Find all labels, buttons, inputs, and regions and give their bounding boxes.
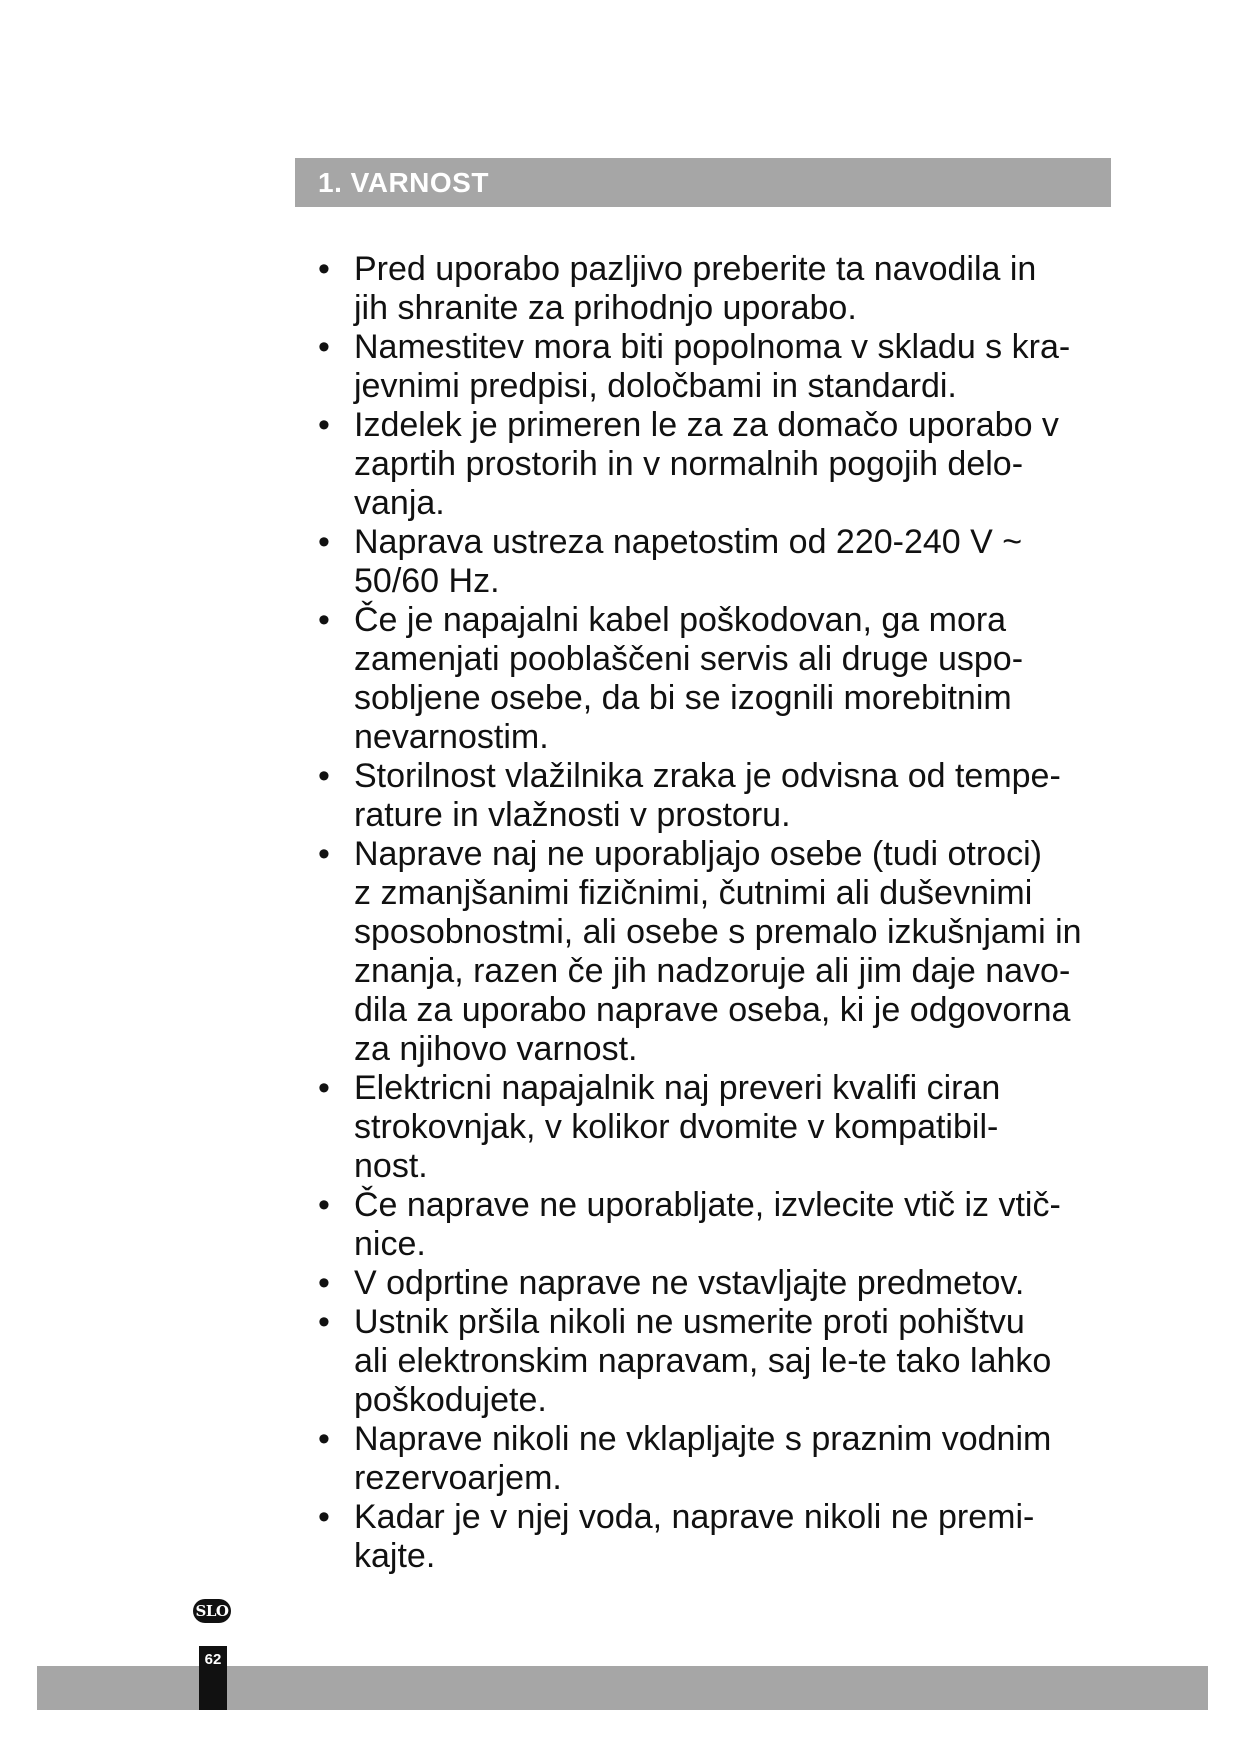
list-item-text: Naprave naj ne uporabljajo osebe (tudi otroci) z zmanjšanimi fizičnimi, čutnimi ali duševnimi sposobnostmi, ali osebe s premalo izkušnjami in znanja, razen če jih nadzoruje ali jim daje navo- dila za uporabo naprave oseba, ki je odgovorna za njihovo varnost. <box>354 835 1082 1068</box>
bullet-icon: • <box>318 1303 330 1341</box>
list-item-text: Storilnost vlažilnika zraka je odvisna od tempe- rature in vlažnosti v prostoru. <box>354 757 1061 834</box>
list-item-text: Pred uporabo pazljivo preberite ta navodila in jih shranite za prihodnjo uporabo. <box>354 250 1037 327</box>
list-item <box>318 757 1118 835</box>
list-item <box>318 328 1118 406</box>
bullet-icon: • <box>318 523 330 561</box>
bullet-icon: • <box>318 835 330 873</box>
bullet-icon: • <box>318 1498 330 1536</box>
bullet-icon: • <box>318 601 330 639</box>
list-item <box>318 523 1118 601</box>
bullet-icon: • <box>318 1186 330 1224</box>
list-item <box>318 250 1118 328</box>
bullet-icon: • <box>318 406 330 444</box>
list-item-text: Izdelek je primeren le za za domačo uporabo v zaprtih prostorih in v normalnih pogojih delo- vanja. <box>354 406 1059 522</box>
list-item <box>318 1264 1118 1303</box>
list-item-text: V odprtine naprave ne vstavljajte predmetov. <box>354 1264 1025 1302</box>
bullet-icon: • <box>318 328 330 366</box>
bullet-icon: • <box>318 1264 330 1302</box>
list-item-text: Če naprave ne uporabljate, izvlecite vtič iz vtič- nice. <box>354 1186 1061 1263</box>
list-item <box>318 1069 1118 1186</box>
section-title: 1. VARNOST <box>318 167 489 198</box>
list-item-text: Naprave nikoli ne vklapljajte s praznim vodnim rezervoarjem. <box>354 1420 1052 1497</box>
list-item <box>318 1498 1118 1576</box>
list-item-text: Kadar je v njej voda, naprave nikoli ne premi- kajte. <box>354 1498 1035 1575</box>
list-item <box>318 406 1118 523</box>
bullet-icon: • <box>318 757 330 795</box>
safety-list <box>318 250 1118 1576</box>
bullet-icon: • <box>318 250 330 288</box>
list-item <box>318 1186 1118 1264</box>
list-item-text: Elektricni napajalnik naj preveri kvalifi ciran strokovnjak, v kolikor dvomite v kompatibil- nost. <box>354 1069 1001 1185</box>
list-item-text: Naprava ustreza napetostim od 220-240 V ~ 50/60 Hz. <box>354 523 1023 600</box>
bullet-icon: • <box>318 1069 330 1107</box>
list-item <box>318 1303 1118 1420</box>
list-item <box>318 601 1118 757</box>
list-item-text: Ustnik pršila nikoli ne usmerite proti pohištvu ali elektronskim napravam, saj le-te tako lahko poškodujete. <box>354 1303 1052 1419</box>
page-number: 62 <box>204 1651 222 1668</box>
bullet-icon: • <box>318 1420 330 1458</box>
list-item-text: Če je napajalni kabel poškodovan, ga mora zamenjati pooblaščeni servis ali druge uspo- sobljene osebe, da bi se izognili morebitnim nevarnostim. <box>354 601 1024 756</box>
list-item-text: Namestitev mora biti popolnoma v skladu s kra- jevnimi predpisi, določbami in standardi. <box>354 328 1071 405</box>
list-item <box>318 1420 1118 1498</box>
list-item <box>318 835 1118 1069</box>
language-badge: SLO <box>193 1599 231 1623</box>
section-header <box>295 158 1111 207</box>
